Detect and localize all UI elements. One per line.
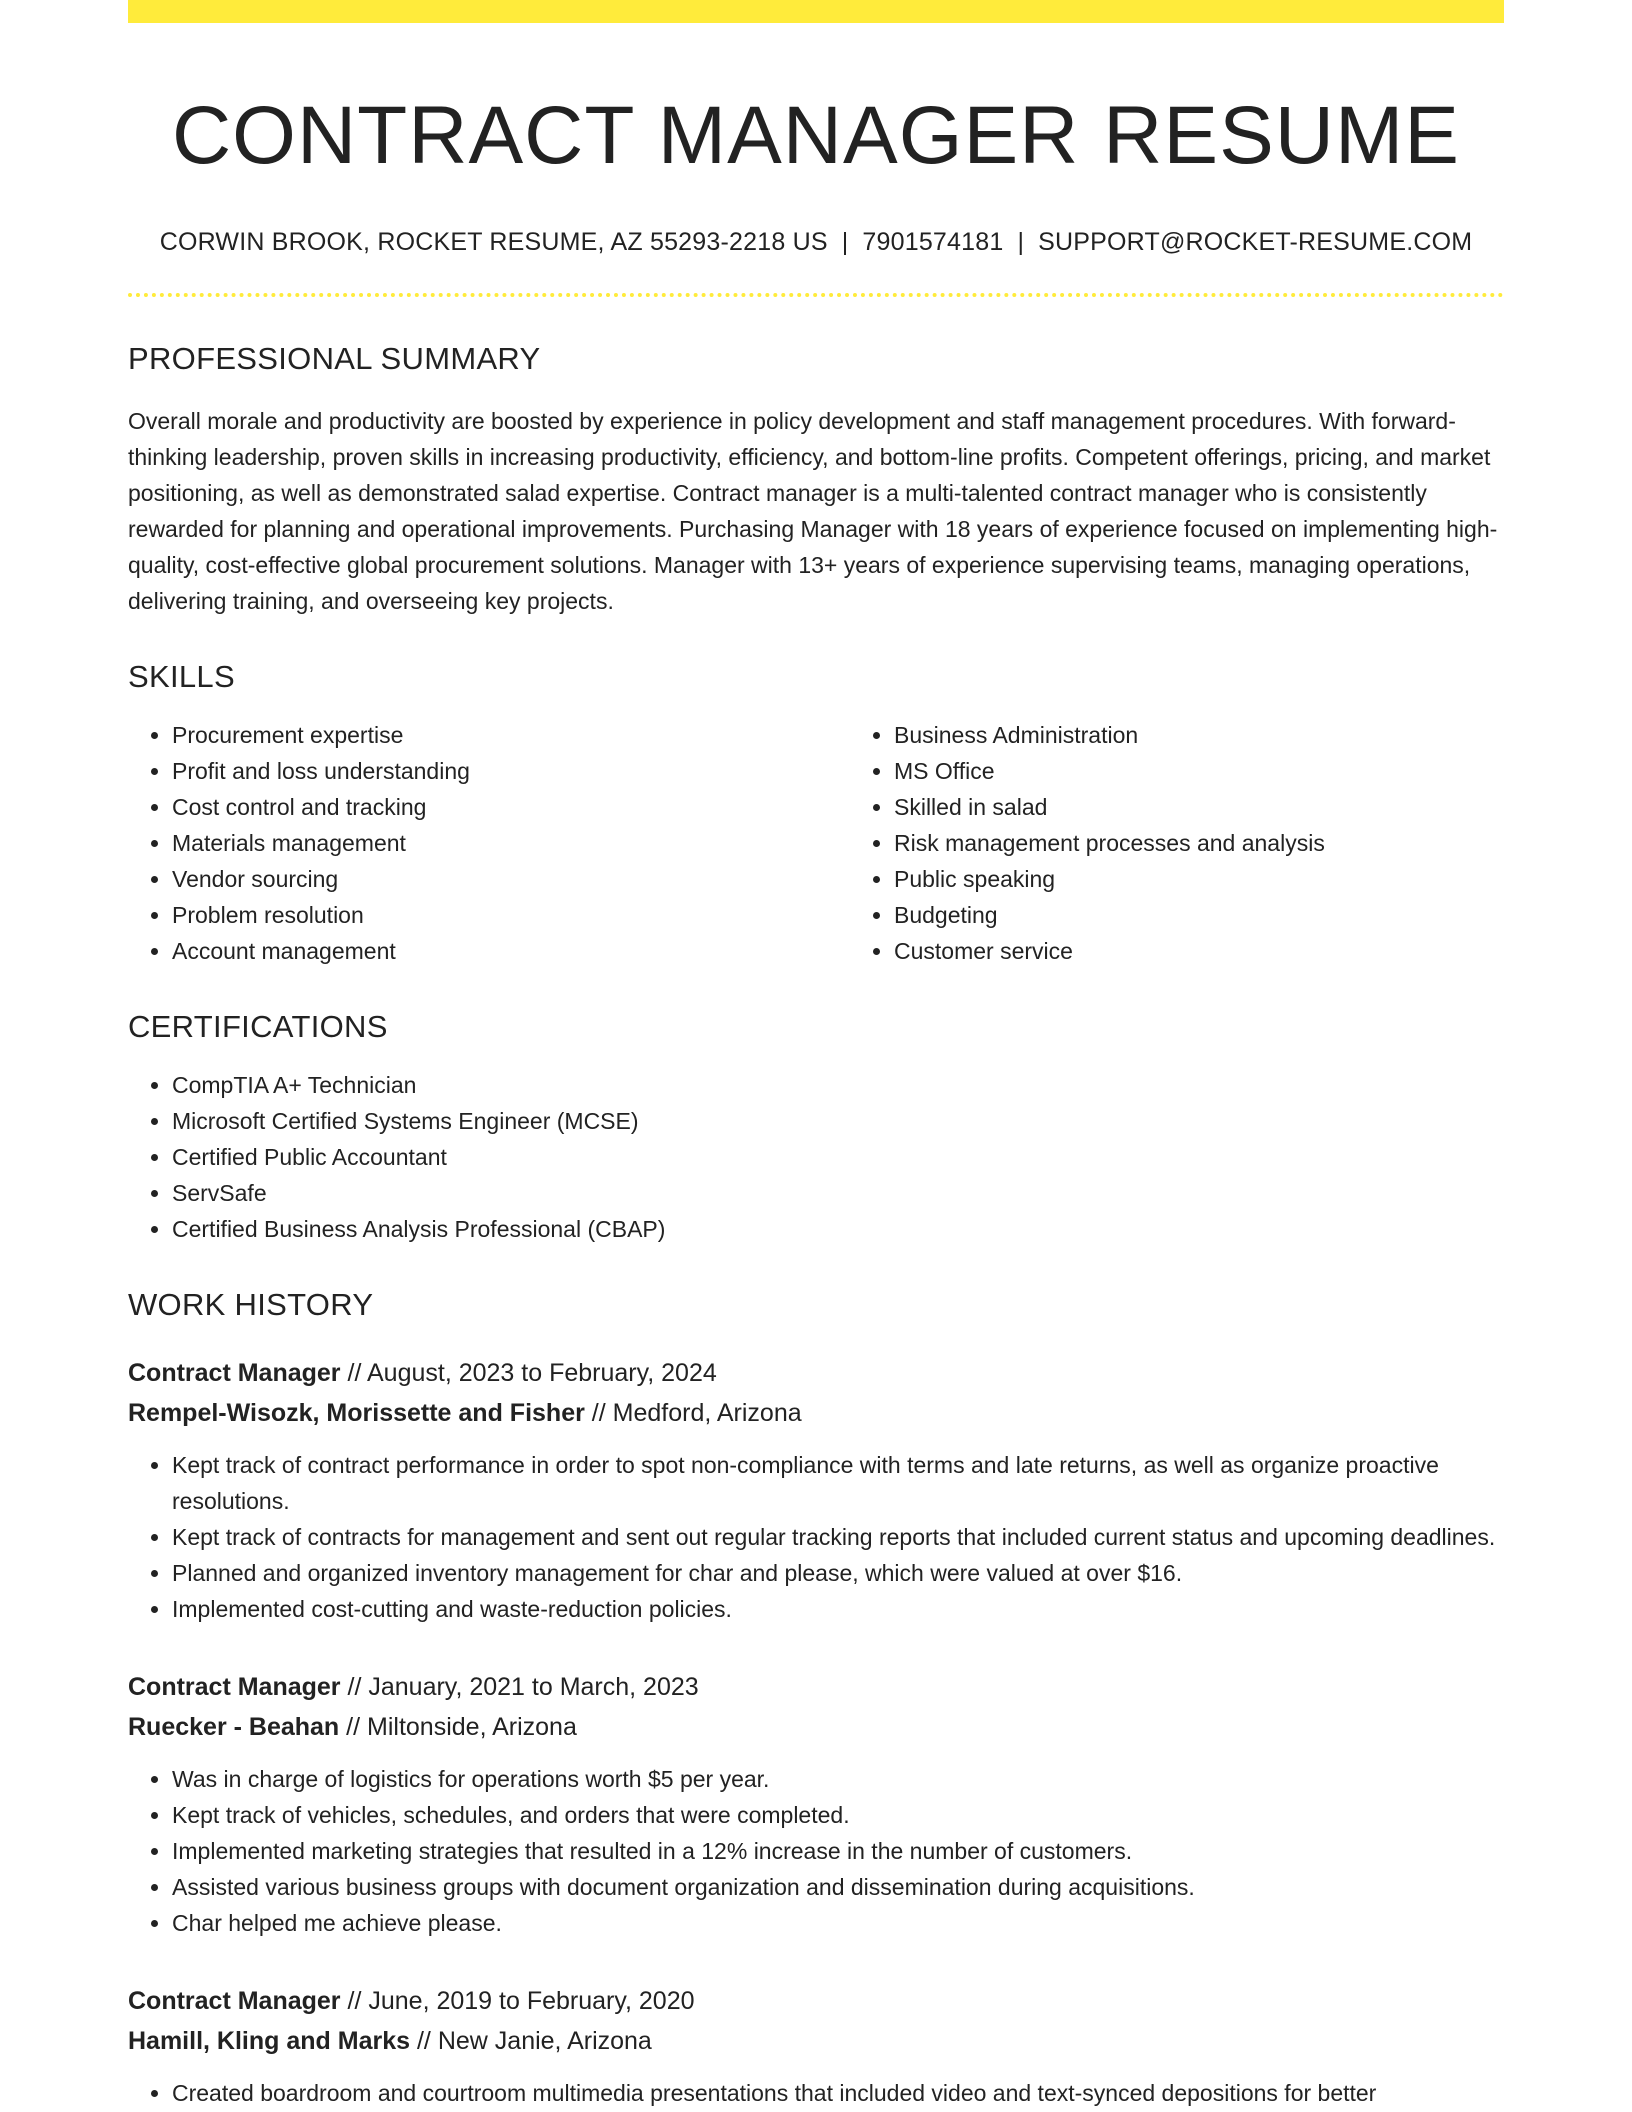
certifications-list [128,1067,1504,1247]
resume-title: CONTRACT MANAGER RESUME [171,90,1461,181]
delimiter: // [347,1358,362,1387]
contact-separator: | [1017,227,1025,256]
contact-line [128,228,1504,257]
certifications-heading: CERTIFICATIONS [128,1008,388,1044]
skill-item: • Vendor sourcing [172,861,850,897]
delimiter: // [347,1672,362,1701]
skill-item: • Problem resolution [172,897,850,933]
summary-heading: PROFESSIONAL SUMMARY [128,340,541,376]
job-bullet: • Implemented cost-cutting and waste-reduction policies. [172,1591,1504,1627]
job-company: Ruecker - Beahan [128,1712,340,1741]
skill-item: • MS Office [894,753,1325,789]
work-history-heading: WORK HISTORY [128,1286,374,1322]
job-bullet: • Implemented marketing strategies that resulted in a 12% increase in the number of customers. [172,1833,1504,1869]
certification-item: • CompTIA A+ Technician [172,1067,1504,1103]
job-dates: June, 2019 to February, 2020 [368,1986,695,2015]
job-entry [128,1353,1504,1627]
accent-top-bar [128,0,1504,23]
certification-item: • Certified Public Accountant [172,1139,1504,1175]
job-bullets [128,1761,1504,1941]
skill-item: • Cost control and tracking [172,789,850,825]
skills-columns [128,717,1504,969]
delimiter: // [346,1712,361,1741]
delimiter: // [416,2026,431,2055]
job-title: Contract Manager [128,1672,341,1701]
job-title-line [128,1353,1504,1393]
job-dates: August, 2023 to February, 2024 [366,1358,717,1387]
job-company: Rempel-Wisozk, Morissette and Fisher [128,1398,585,1427]
contact-email: SUPPORT@ROCKET-RESUME.COM [1038,227,1473,256]
job-bullet: • Assisted various business groups with document organization and dissemination during acquisitions. [172,1869,1504,1905]
skill-item: • Public speaking [894,861,1325,897]
job-title-line [128,1667,1504,1707]
skills-list-left [128,717,850,969]
delimiter: // [347,1986,362,2015]
skill-item: • Skilled in salad [894,789,1325,825]
skills-list-right [850,717,1325,969]
skill-item: • Business Administration [894,717,1325,753]
job-entry [128,1667,1504,1941]
dotted-divider [128,293,1504,297]
job-bullet: • Created boardroom and courtroom multimedia presentations that included video and text-synced depositions for better [172,2075,1504,2111]
skill-item: • Procurement expertise [172,717,850,753]
skills-heading: SKILLS [128,658,235,694]
job-company-line [128,1707,1504,1747]
job-bullets [128,2075,1504,2111]
delimiter: // [591,1398,606,1427]
contact-phone: 7901574181 [862,227,1004,256]
job-location: Medford, Arizona [612,1398,802,1427]
job-title: Contract Manager [128,1358,341,1387]
job-bullet: • Was in charge of logistics for operations worth $5 per year. [172,1761,1504,1797]
job-title: Contract Manager [128,1986,341,2015]
job-bullet: • Kept track of contracts for management and sent out regular tracking reports that included current status and upcoming deadlines. [172,1519,1504,1555]
certification-item: • Microsoft Certified Systems Engineer (MCSE) [172,1103,1504,1139]
job-bullet: • Char helped me achieve please. [172,1905,1504,1941]
summary-text: Overall morale and productivity are boosted by experience in policy development and staff management procedures. With forward-thinking leadership, proven skills in increasing productivity, efficiency, and bottom-line profits. Competent offerings, pricing, and market positioning, as well as demonstrated salad expertise. Contract manager is a multi-talented contract manager who is consistently rewarded for planning and operational improvements. Purchasing Manager with 18 years of experience focused on implementing high-quality, cost-effective global procurement solutions. Manager with 13+ years of experience supervising teams, managing operations, delivering training, and overseeing key projects. [128,407,1498,614]
job-bullets [128,1447,1504,1627]
skill-item: • Materials management [172,825,850,861]
work-history-list [128,1353,1504,2111]
job-company: Hamill, Kling and Marks [128,2026,411,2055]
certification-item: • ServSafe [172,1175,1504,1211]
resume-page [128,0,1504,2112]
job-bullet: • Kept track of vehicles, schedules, and orders that were completed. [172,1797,1504,1833]
job-entry [128,1981,1504,2111]
job-location: Miltonside, Arizona [367,1712,577,1741]
job-title-line [128,1981,1504,2021]
certification-item: • Certified Business Analysis Professional (CBAP) [172,1211,1504,1247]
job-dates: January, 2021 to March, 2023 [368,1672,699,1701]
job-bullet: • Kept track of contract performance in order to spot non-compliance with terms and late returns, as well as organize proactive resolutions. [172,1447,1504,1519]
job-company-line [128,2021,1504,2061]
job-bullet: • Planned and organized inventory management for char and please, which were valued at over $16. [172,1555,1504,1591]
skill-item: • Profit and loss understanding [172,753,850,789]
skill-item: • Risk management processes and analysis [894,825,1325,861]
job-location: New Janie, Arizona [437,2026,652,2055]
skill-item: • Budgeting [894,897,1325,933]
skill-item: • Account management [172,933,850,969]
contact-address: CORWIN BROOK, ROCKET RESUME, AZ 55293-2218 US [159,227,828,256]
job-company-line [128,1393,1504,1433]
contact-separator: | [841,227,849,256]
skill-item: • Customer service [894,933,1325,969]
